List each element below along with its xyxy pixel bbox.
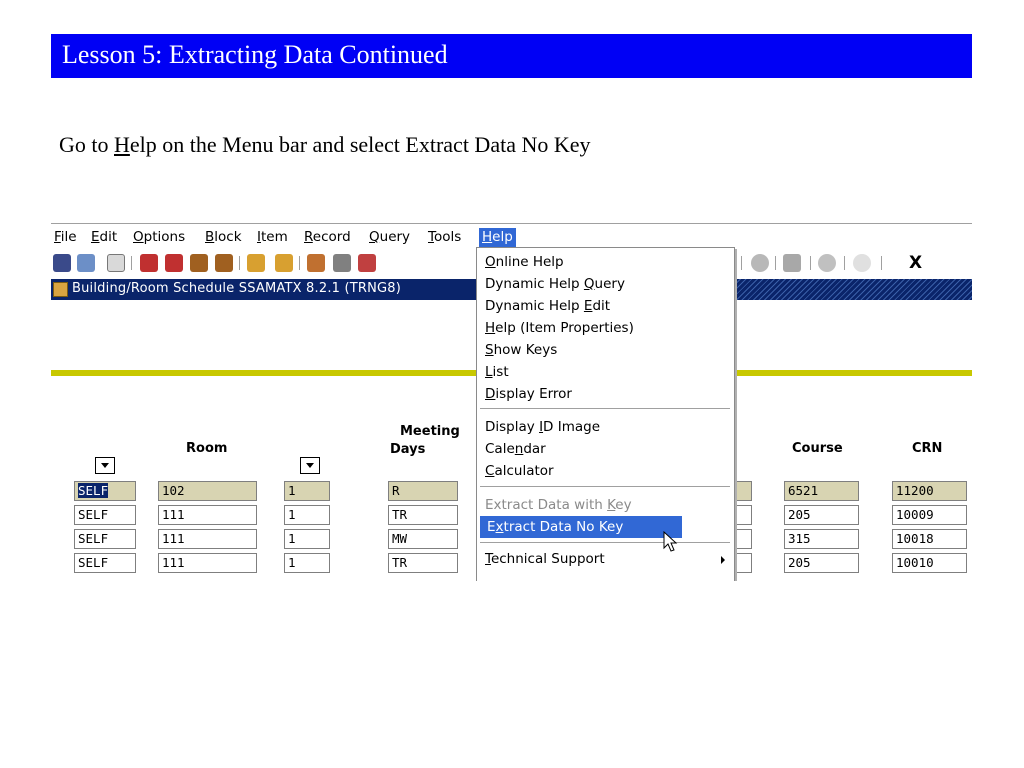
toolbar-separator bbox=[810, 256, 811, 270]
menu-block[interactable]: Block bbox=[205, 229, 242, 245]
form-icon bbox=[53, 282, 68, 297]
cell-course[interactable]: 205 bbox=[784, 505, 859, 525]
rollback-icon[interactable] bbox=[77, 254, 95, 272]
submenu-arrow-icon bbox=[721, 556, 725, 564]
cell-crn[interactable]: 10010 bbox=[892, 553, 967, 573]
slide-title: Lesson 5: Extracting Data Continued bbox=[62, 40, 448, 69]
cell-days[interactable]: R bbox=[388, 481, 458, 501]
print-icon[interactable] bbox=[333, 254, 351, 272]
cell-room[interactable]: 111 bbox=[158, 505, 257, 525]
toolbar-separator bbox=[844, 256, 845, 270]
toolbar-separator bbox=[131, 256, 132, 270]
menu-item[interactable]: Item bbox=[257, 229, 288, 245]
instruction-text bbox=[59, 132, 591, 158]
cell-days[interactable]: TR bbox=[388, 505, 458, 525]
menu-show-keys[interactable]: Show Keys bbox=[485, 342, 558, 358]
header-course: Course bbox=[792, 441, 843, 456]
building-dropdown-button[interactable] bbox=[95, 457, 115, 474]
toolbar-separator bbox=[239, 256, 240, 270]
cell-days[interactable]: MW bbox=[388, 529, 458, 549]
cell-crn[interactable]: 10018 bbox=[892, 529, 967, 549]
cell-course[interactable]: 315 bbox=[784, 529, 859, 549]
header-meeting: Meeting bbox=[400, 424, 460, 439]
previous-block-icon[interactable] bbox=[140, 254, 158, 272]
menubar bbox=[51, 226, 972, 248]
menu-extract-data-no-key[interactable]: Extract Data No Key bbox=[480, 516, 682, 538]
header-room: Room bbox=[186, 441, 228, 456]
menu-display-id-image[interactable]: Display ID Image bbox=[485, 419, 601, 435]
next-block-icon[interactable] bbox=[165, 254, 183, 272]
menu-dynamic-help-query[interactable]: Dynamic Help Query bbox=[485, 276, 625, 292]
application-screenshot bbox=[51, 223, 972, 581]
menu-technical-support[interactable]: Technical Support bbox=[478, 548, 733, 570]
menu-file[interactable]: File bbox=[54, 229, 77, 245]
cell-room[interactable]: 111 bbox=[158, 553, 257, 573]
cell-crn[interactable]: 11200 bbox=[892, 481, 967, 501]
menu-separator bbox=[480, 408, 730, 412]
instruction-post: elp on the Menu bar and select Extract Data No Key bbox=[129, 132, 591, 157]
menu-display-error[interactable]: Display Error bbox=[485, 386, 572, 402]
new-icon[interactable] bbox=[107, 254, 125, 272]
header-crn: CRN bbox=[912, 441, 943, 456]
cancel-query-icon[interactable] bbox=[358, 254, 376, 272]
toolbar-separator bbox=[775, 256, 776, 270]
instruction-pre: Go to bbox=[59, 132, 114, 157]
menu-options[interactable]: Options bbox=[133, 229, 186, 245]
cell-sequence[interactable]: 1 bbox=[284, 553, 330, 573]
enter-query-icon[interactable] bbox=[247, 254, 265, 272]
help-menu-dropdown bbox=[476, 247, 735, 581]
header-days: Days bbox=[390, 442, 426, 457]
save-icon[interactable] bbox=[53, 254, 71, 272]
menu-extract-data-with-key[interactable]: Extract Data with Key bbox=[485, 497, 632, 513]
cell-sequence[interactable]: 1 bbox=[284, 481, 330, 501]
mouse-cursor-icon bbox=[663, 531, 681, 553]
menu-help-item-properties[interactable]: Help (Item Properties) bbox=[485, 320, 634, 336]
cell-crn[interactable]: 10009 bbox=[892, 505, 967, 525]
remove-record-icon[interactable] bbox=[215, 254, 233, 272]
options-icon[interactable] bbox=[751, 254, 769, 272]
menu-dynamic-help-edit[interactable]: Dynamic Help Edit bbox=[485, 298, 611, 314]
toolbar-separator bbox=[741, 256, 742, 270]
cell-room[interactable]: 111 bbox=[158, 529, 257, 549]
cell-course[interactable]: 6521 bbox=[784, 481, 859, 501]
menu-separator bbox=[480, 542, 730, 546]
menu-tools[interactable]: Tools bbox=[428, 229, 462, 245]
cell-building[interactable]: SELF bbox=[74, 481, 136, 501]
cell-building[interactable]: SELF bbox=[74, 553, 136, 573]
cell-building[interactable]: SELF bbox=[74, 529, 136, 549]
menu-help[interactable]: Help bbox=[479, 228, 516, 247]
cell-sequence[interactable]: 1 bbox=[284, 529, 330, 549]
help-circle-icon[interactable] bbox=[818, 254, 836, 272]
menu-list[interactable]: List bbox=[485, 364, 509, 380]
slide-title-bar bbox=[51, 34, 972, 78]
menu-record[interactable]: Record bbox=[304, 229, 351, 245]
menu-calendar[interactable]: Calendar bbox=[485, 441, 546, 457]
menu-edit[interactable]: Edit bbox=[91, 229, 118, 245]
menu-online-help[interactable]: Online Help bbox=[485, 254, 564, 270]
cell-building[interactable]: SELF bbox=[74, 505, 136, 525]
window-title: Building/Room Schedule SSAMATX 8.2.1 (TRNG8) bbox=[72, 281, 402, 296]
exit-icon[interactable]: X bbox=[909, 253, 923, 273]
instruction-hotkey: H bbox=[114, 132, 130, 157]
help-icon[interactable] bbox=[307, 254, 325, 272]
sequence-dropdown-button[interactable] bbox=[300, 457, 320, 474]
menu-query[interactable]: Query bbox=[369, 229, 411, 245]
cell-course[interactable]: 205 bbox=[784, 553, 859, 573]
menu-calculator[interactable]: Calculator bbox=[485, 463, 554, 479]
tools-icon[interactable] bbox=[783, 254, 801, 272]
toolbar-separator bbox=[881, 256, 882, 270]
menubar-top-border bbox=[51, 223, 972, 224]
toolbar-separator bbox=[299, 256, 300, 270]
insert-record-icon[interactable] bbox=[190, 254, 208, 272]
cell-sequence[interactable]: 1 bbox=[284, 505, 330, 525]
lightbulb-icon[interactable] bbox=[853, 254, 871, 272]
cell-room[interactable]: 102 bbox=[158, 481, 257, 501]
execute-query-icon[interactable] bbox=[275, 254, 293, 272]
menu-separator bbox=[480, 486, 730, 490]
cell-days[interactable]: TR bbox=[388, 553, 458, 573]
